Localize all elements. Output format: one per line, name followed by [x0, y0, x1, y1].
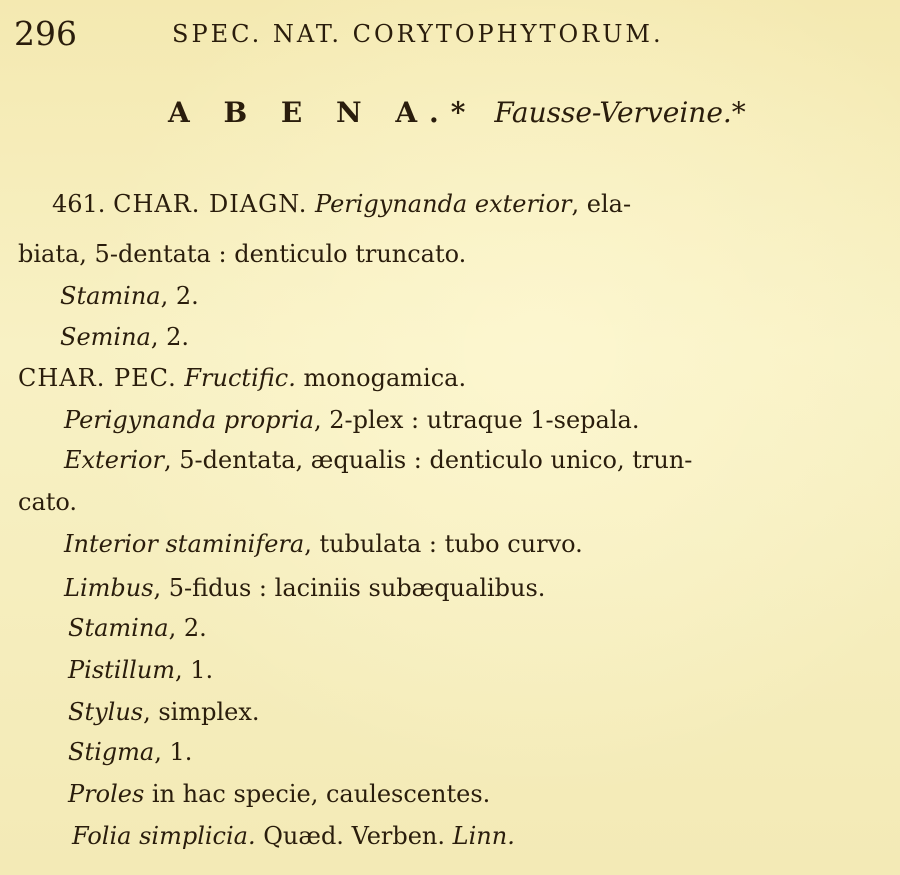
line-text: , tubulata : tubo curvo. — [304, 530, 583, 558]
running-title: SPEC. NAT. CORYTOPHYTORUM. — [172, 20, 664, 48]
entry-line-stamina — [60, 282, 199, 310]
genus-french-name: Fausse-Verveine.* — [494, 96, 746, 129]
term-italic: Limbus — [64, 574, 154, 602]
entry-line-pistillum — [68, 656, 213, 684]
entry-line-2 — [18, 240, 466, 268]
entry-line-stigma — [68, 738, 192, 766]
entry-line-limbus — [64, 574, 545, 602]
authority-abbrev: Linn. — [452, 822, 515, 850]
line-text: , 2. — [160, 282, 199, 310]
term-italic: Stylus — [68, 698, 144, 726]
running-head — [14, 14, 874, 54]
line-text: Quæd. Verben. — [263, 822, 446, 850]
genus-heading — [168, 96, 746, 129]
term-italic: Pistillum — [68, 656, 176, 684]
entry-line-stamina-2 — [68, 614, 207, 642]
line-text: , 5-fidus : laciniis subæqualibus. — [153, 574, 546, 602]
entry-line-folia — [72, 822, 515, 850]
line-text: cato. — [18, 488, 78, 516]
line-text: , 2. — [150, 323, 189, 351]
entry-number: 461. — [52, 190, 106, 218]
term-italic: Proles — [68, 780, 145, 808]
char-pec-label: CHAR. PEC. — [18, 364, 177, 392]
char-diagn-label: CHAR. DIAGN. — [113, 190, 308, 218]
line-text: , 5-dentata, æqualis : denticulo unico, trun- — [163, 446, 693, 474]
line-text: biata, 5-dentata : denticulo truncato. — [18, 240, 467, 268]
term-italic: Semina — [60, 323, 151, 351]
entry-line-1 — [52, 190, 631, 218]
line-text: , 1. — [154, 738, 193, 766]
entry-line-semina — [60, 323, 189, 351]
line-text: in hac specie, caulescentes. — [151, 780, 491, 808]
term-italic: Stamina — [60, 282, 161, 310]
line-text: monogamica. — [303, 364, 467, 392]
term-italic: Stamina — [68, 614, 169, 642]
entry-line-proles — [68, 780, 490, 808]
entry-line-cato — [18, 488, 77, 516]
line-text: , ela- — [571, 190, 632, 218]
line-text: , 2. — [168, 614, 207, 642]
genus-latin-name: A B E N A.* — [168, 96, 478, 129]
term-italic: Fructific. — [184, 364, 296, 392]
term-italic: Stigma — [68, 738, 155, 766]
line-text: , simplex. — [143, 698, 260, 726]
line-text: , 2-plex : utraque 1-sepala. — [313, 406, 640, 434]
entry-line-stylus — [68, 698, 260, 726]
term-italic: Perigynanda propria — [64, 406, 314, 434]
entry-line-char-pec — [18, 364, 466, 392]
line-text: , 1. — [175, 656, 214, 684]
term-italic: Perigynanda exterior — [315, 190, 572, 218]
term-italic: Folia simplicia. — [72, 822, 256, 850]
page-number: 296 — [14, 14, 77, 53]
entry-line-exterior — [64, 446, 692, 474]
entry-line-perigynanda — [64, 406, 639, 434]
entry-line-interior — [64, 530, 583, 558]
term-italic: Interior staminifera — [64, 530, 305, 558]
term-italic: Exterior — [64, 446, 164, 474]
